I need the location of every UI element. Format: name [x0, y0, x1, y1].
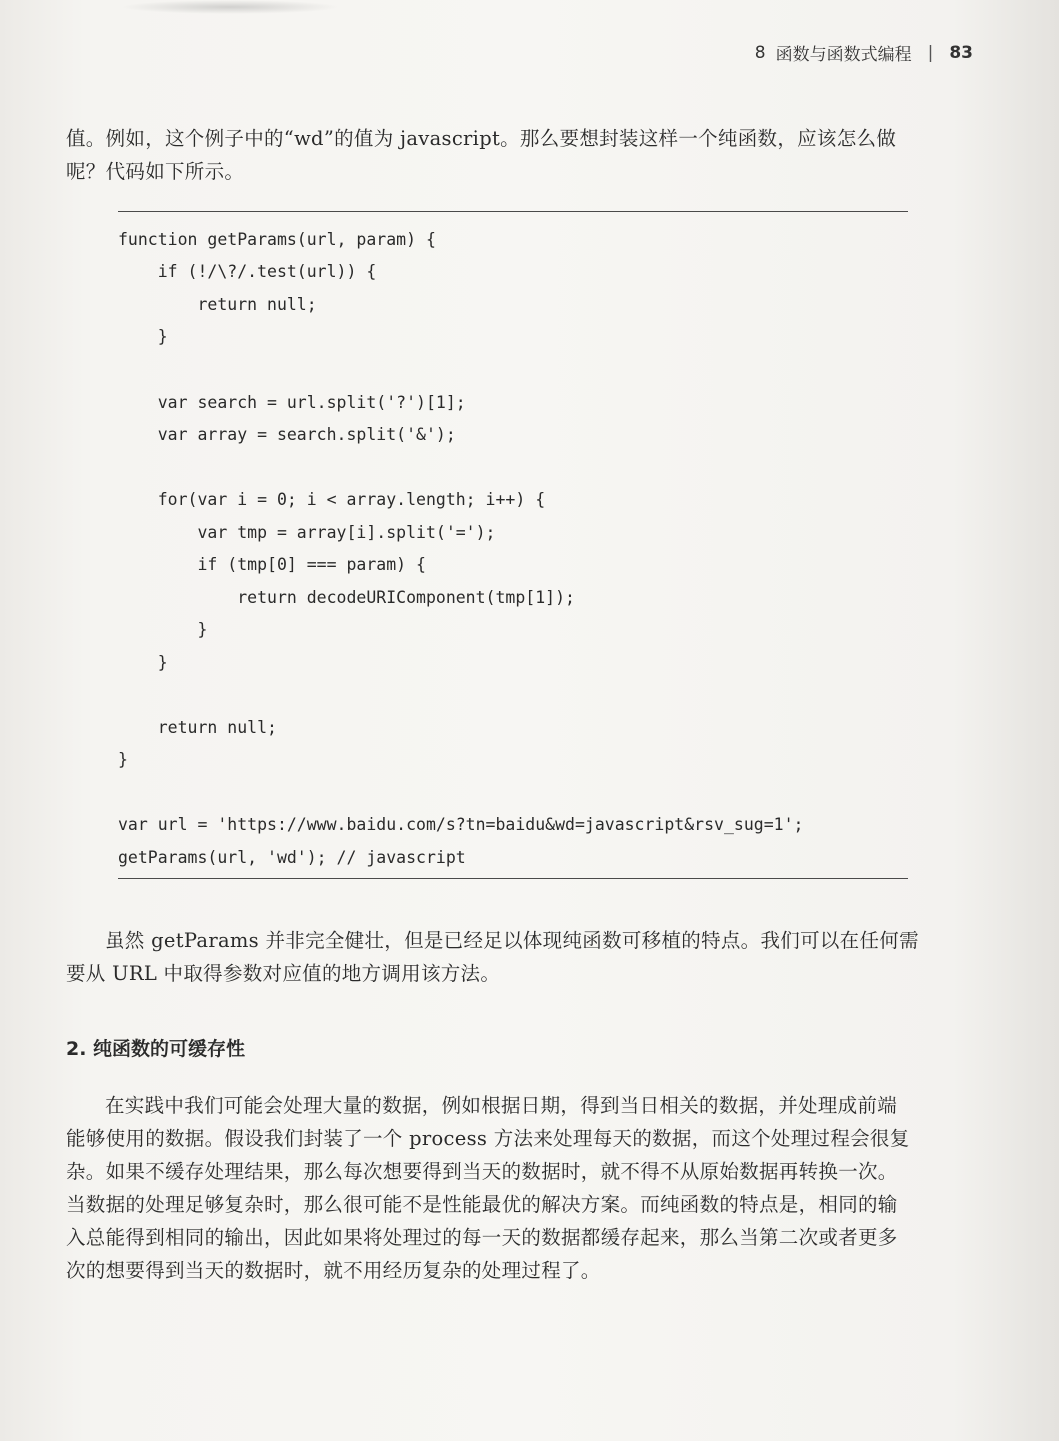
code-line: function getParams(url, param) { [118, 230, 436, 249]
paragraph-line: 入总能得到相同的输出，因此如果将处理过的每一天的数据都缓存起来，那么当第二次或者更多 [66, 1226, 898, 1249]
code-listing [118, 211, 908, 879]
chapter-number: 8 [754, 42, 766, 63]
code-line: } [118, 653, 168, 672]
code-line: return null; [118, 295, 317, 314]
code-line: if (tmp[0] === param) { [118, 555, 426, 574]
paragraph-line: 次的想要得到当天的数据时，就不用经历复杂的处理过程了。 [66, 1259, 601, 1282]
code-line: var array = search.split('&'); [118, 425, 456, 444]
code-line: var tmp = array[i].split('='); [118, 523, 496, 542]
paragraph-line: 值。例如，这个例子中的“wd”的值为 javascript。那么要想封装这样一个纯函数，应该怎么做 [66, 127, 897, 150]
code-line: } [118, 327, 168, 346]
portability-paragraph [66, 924, 976, 990]
intro-paragraph [66, 122, 976, 188]
page-top-shadow [120, 0, 340, 14]
code-line: } [118, 750, 128, 769]
code-line: return null; [118, 718, 277, 737]
chapter-title: 函数与函数式编程 [775, 45, 912, 65]
code-line: if (!/\?/.test(url)) { [118, 262, 377, 281]
paragraph-line: 虽然 getParams 并非完全健壮，但是已经足以体现纯函数可移植的特点。我们可以在任何需 [105, 929, 919, 952]
code-line: var url = 'https://www.baidu.com/s?tn=baidu&wd=javascript&rsv_sug=1'; [118, 815, 804, 834]
paragraph-line: 杂。如果不缓存处理结果，那么每次想要得到当天的数据时，就不得不从原始数据再转换一次。 [66, 1160, 898, 1183]
header-separator: | [927, 42, 934, 63]
code-line: var search = url.split('?')[1]; [118, 393, 466, 412]
code-line: } [118, 620, 208, 639]
section-heading: 2. 纯函数的可缓存性 [66, 1038, 246, 1060]
code-line: for(var i = 0; i < array.length; i++) { [118, 490, 546, 509]
paragraph-line: 要从 URL 中取得参数对应值的地方调用该方法。 [66, 962, 501, 985]
code-line: getParams(url, 'wd'); // javascript [118, 848, 466, 867]
code-line: return decodeURIComponent(tmp[1]); [118, 588, 575, 607]
cacheability-paragraph [66, 1089, 976, 1287]
running-header [755, 40, 973, 65]
paragraph-line: 呢？代码如下所示。 [66, 160, 245, 183]
paragraph-line: 在实践中我们可能会处理大量的数据，例如根据日期，得到当日相关的数据，并处理成前端 [105, 1094, 898, 1117]
paragraph-line: 当数据的处理足够复杂时，那么很可能不是性能最优的解决方案。而纯函数的特点是，相同的输 [66, 1193, 898, 1216]
page-number: 83 [949, 42, 973, 63]
paragraph-line: 能够使用的数据。假设我们封装了一个 process 方法来处理每天的数据，而这个处理过程会很复 [66, 1127, 910, 1150]
